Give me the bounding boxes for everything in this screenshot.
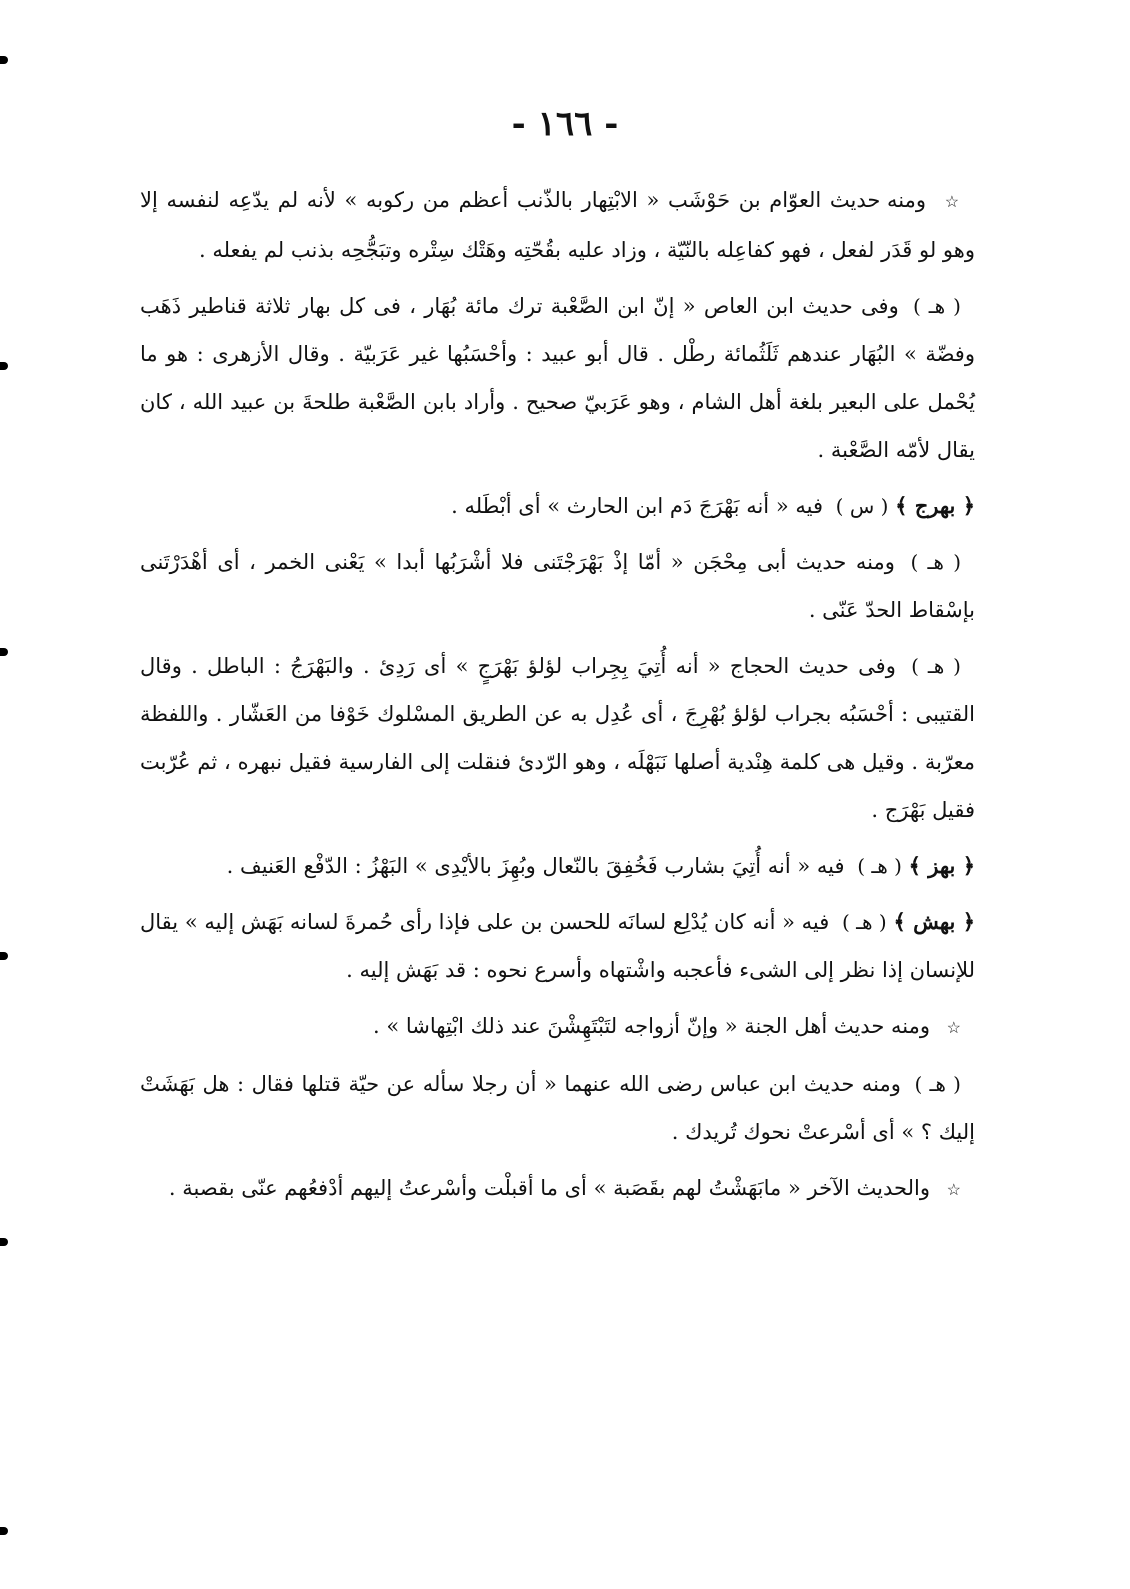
dictionary-entry	[140, 898, 975, 994]
entry-headword: ﴿ بهش ﴾	[893, 909, 976, 934]
margin-mark	[0, 648, 8, 656]
body-text	[140, 176, 975, 1222]
margin-mark	[0, 952, 8, 960]
paragraph-text: فيه « أنه كان يُدْلِع لسانَه للحسن بن على فإذا رأى حُمرةَ لسانه بَهَش إليه » يقال للإنسان إذا نظر إلى الشىء فأعجبه واشْتهاه وأسرع نحوه : قد بَهَش إليه .	[140, 910, 975, 982]
paragraph-text: فيه « أنه أُتِيَ بشارب فَخُفِقَ بالنّعال وبُهِزَ بالأيْدِى » البَهْزُ : الدّفْع العَنيف .	[226, 854, 845, 878]
paragraph-sub	[140, 282, 975, 474]
paragraph-text: ومنه حديث العوّام بن حَوْشَب « الابْتِهار بالذّنب أعظم من ركوبه » لأنه لم يدّعِه لنفسه إلا وهو لو قَدَر لفعل ، فهو كفاعِله بالنّيّة ، وزاد عليه بقُحّتِه وهَتْك سِتْره وتبَجُّحِه بذنب لم يفعله .	[140, 188, 975, 262]
paragraph-text: ومنه حديث ابن عباس رضى الله عنهما « أن رجلا سأله عن حيّة قتلها فقال : هل بَهَشَتْ إليك ؟ » أى أسْرعتْ نحوك تُريدك .	[140, 1072, 975, 1144]
entry-headword: ﴿ بهز ﴾	[908, 853, 975, 878]
margin-mark	[0, 1238, 8, 1246]
paragraph-continuation	[140, 1002, 975, 1052]
page-number: - ١٦٦ -	[511, 104, 619, 144]
paragraph-text: ومنه حديث أبى مِحْجَن « أمّا إذْ بَهْرَجْتَنى فلا أشْرَبُها أبدا » يَعْنى الخمر ، أى أهْدَرْتَنى بإسْقاط الحدّ عَنّى .	[140, 550, 975, 622]
dictionary-entry	[140, 482, 975, 530]
paragraph-sub	[140, 1060, 975, 1156]
paragraph-text: فيه « أنه بَهْرَجَ دَم ابن الحارث » أى أبْطَله .	[451, 494, 823, 518]
entry-headword: ﴿ بهرج ﴾	[895, 493, 975, 518]
paragraph-text: وفى حديث ابن العاص « إنّ ابن الصَّعْبة ترك مائة بُهَار ، فى كل بهار ثلاثة قناطير ذَهَب وفضّة » البُهَار عندهم ثَلَثُمائة رطْل . قال أبو عبيد : وأحْسَبُها غير عَرَبيّة . وقال الأزهرى : هو ما يُحْمل على البعير بلغة أهل الشام ، وهو عَرَبيّ صحيح . وأراد بابن الصَّعْبة طلحةَ بن عبيد الله ، كان يقال لأمّه الصَّعْبة .	[140, 294, 975, 462]
paragraph-sub	[140, 642, 975, 834]
paragraph-continuation	[140, 176, 975, 274]
paragraph-text: ومنه حديث أهل الجنة « وإنّ أزواجه لتَبْتَهِشْنَ عند ذلك ابْتِهاشا » .	[373, 1014, 930, 1038]
source-marker: ( هـ )	[910, 550, 961, 574]
paragraph-text: وفى حديث الحجاج « أنه أُتِيَ بِجِراب لؤلؤ بَهْرَجٍ » أى رَدِئ . والبَهْرَجُ : الباطل . وقال القتيبى : أحْسَبُه بجراب لؤلؤ بُهْرِجَ ، أى عُدِل به عن الطريق المسْلوك خَوْفا من العَشّار . واللفظة معرّبة . وقيل هى كلمة هِنْدية أصلها نَبَهْلَه ، وهو الرّدئ فنقلت إلى الفارسية فقيل نبهره ، ثم عُرّبت فقيل بَهْرَج .	[140, 654, 975, 822]
star-marker: ☆	[944, 192, 962, 211]
source-marker: ( هـ )	[911, 654, 961, 678]
source-marker: ( هـ )	[841, 910, 887, 934]
paragraph-continuation	[140, 1164, 975, 1214]
star-marker: ☆	[946, 1018, 961, 1037]
source-marker: ( هـ )	[857, 854, 902, 878]
dictionary-entry	[140, 842, 975, 890]
source-marker: ( هـ )	[914, 1072, 961, 1096]
source-marker: ( س )	[835, 494, 889, 518]
margin-mark	[0, 362, 8, 370]
margin-mark	[0, 56, 8, 64]
star-marker: ☆	[946, 1180, 961, 1199]
margin-mark	[0, 1527, 8, 1535]
paragraph-text: والحديث الآخر « مابَهَشْتُ لهم بقَصَبة » أى ما أقبلْت وأسْرعتُ إليهم أدْفعُهم عنّى بقصبة .	[168, 1176, 930, 1200]
paragraph-sub	[140, 538, 975, 634]
source-marker: ( هـ )	[913, 294, 961, 318]
